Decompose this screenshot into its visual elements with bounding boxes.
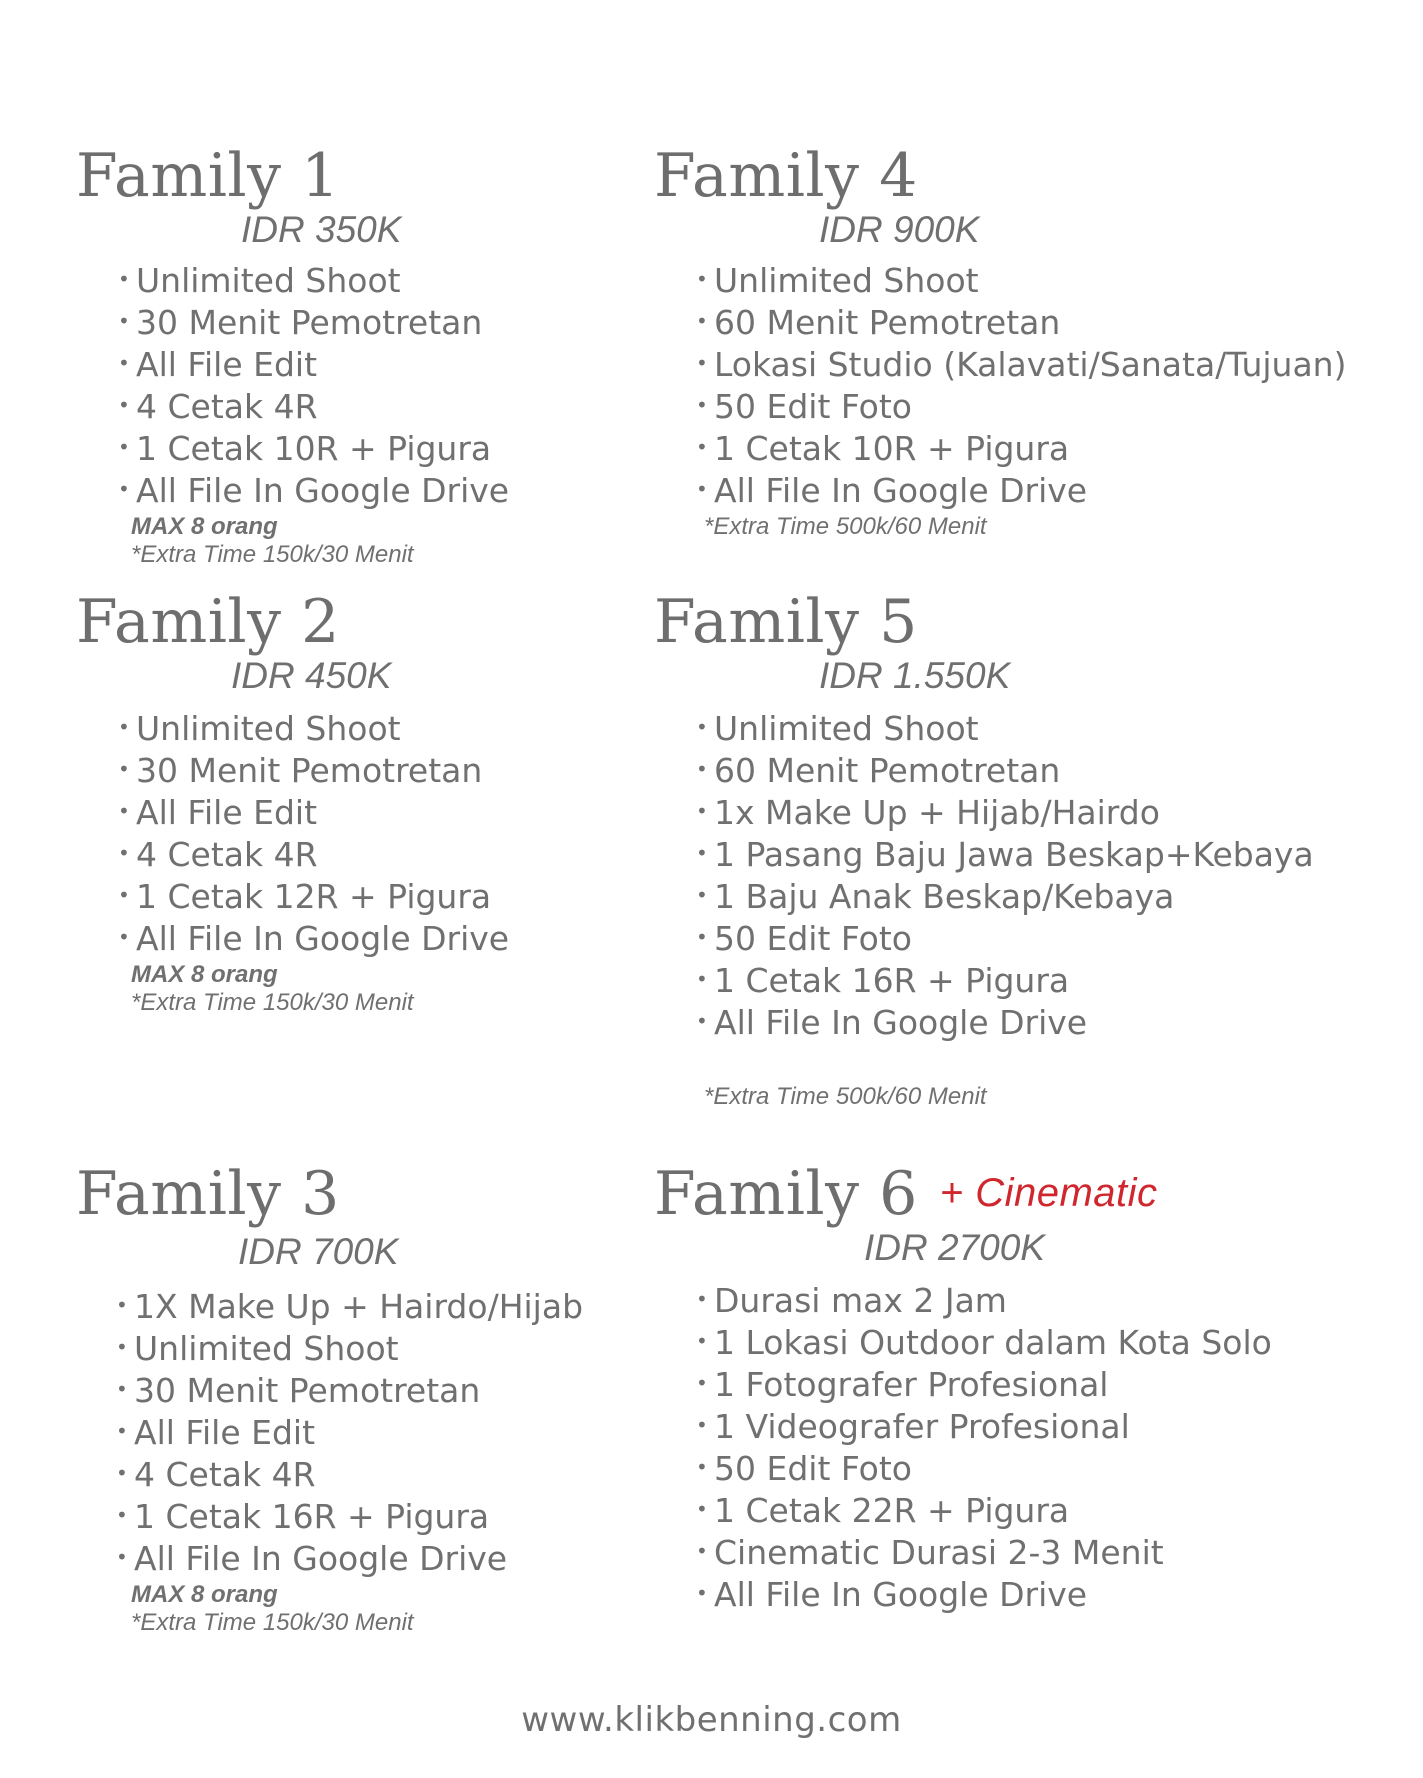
feature-list [654,707,1314,1043]
feature-list [76,1285,583,1579]
list-item: • Unlimited Shoot [696,708,979,748]
list-item: • 60 Menit Pemotretan [696,750,1061,790]
list-item: • 1 Cetak 10R + Pigura [696,428,1070,468]
list-item: • 30 Menit Pemotretan [116,1370,481,1410]
bullet-icon: • [118,882,130,907]
extra-time-note: *Extra Time 500k/60 Menit [704,512,987,540]
bullet-icon: • [696,966,708,991]
feature-list [654,259,1346,511]
bullet-icon: • [696,882,708,907]
list-item: • 1 Cetak 12R + Pigura [118,876,492,916]
bullet-icon: • [116,1292,128,1317]
bullet-icon: • [118,924,130,949]
package-family-6 [654,1159,1272,1615]
bullet-icon: • [116,1418,128,1443]
package-price: IDR 450K [231,655,392,696]
package-family-4 [654,141,1347,541]
list-item: • 60 Menit Pemotretan [696,302,1061,342]
list-item: • Unlimited Shoot [116,1328,399,1368]
bullet-icon: • [118,434,130,459]
feature-list [76,707,509,959]
bullet-icon: • [696,1496,708,1521]
list-item: • 30 Menit Pemotretan [118,750,483,790]
bullet-icon: • [118,266,130,291]
bullet-icon: • [116,1502,128,1527]
bullet-icon: • [696,756,708,781]
list-item: • All File In Google Drive [118,918,510,958]
list-item: • Unlimited Shoot [696,260,979,300]
package-price: IDR 2700K [864,1227,1045,1268]
bullet-icon: • [116,1376,128,1401]
bullet-icon: • [118,476,130,501]
list-item: • All File In Google Drive [696,1002,1088,1042]
list-item: • All File In Google Drive [116,1538,508,1578]
list-item: • 30 Menit Pemotretan [118,302,483,342]
list-item: • 1 Fotografer Profesional [696,1364,1109,1404]
bullet-icon: • [696,924,708,949]
list-item: • 1 Cetak 16R + Pigura [696,960,1070,1000]
list-item: • 50 Edit Foto [696,918,912,958]
bullet-icon: • [116,1544,128,1569]
extra-time-note: *Extra Time 150k/30 Menit [131,540,414,568]
bullet-icon: • [696,434,708,459]
bullet-icon: • [696,308,708,333]
list-item: • Unlimited Shoot [118,708,401,748]
list-item: • All File Edit [116,1412,316,1452]
bullet-icon: • [696,1008,708,1033]
bullet-icon: • [118,308,130,333]
list-item: • 4 Cetak 4R [118,834,318,874]
list-item: • All File In Google Drive [696,470,1088,510]
extra-time-note: *Extra Time 500k/60 Menit [704,1082,987,1110]
bullet-icon: • [696,392,708,417]
package-price: IDR 350K [241,209,402,250]
list-item: • All File In Google Drive [118,470,510,510]
bullet-icon: • [696,1580,708,1605]
cinematic-badge: + Cinematic [939,1171,1158,1215]
package-price: IDR 1.550K [819,655,1011,696]
list-item: • 1 Videografer Profesional [696,1406,1130,1446]
bullet-icon: • [696,476,708,501]
list-item: • 1 Cetak 10R + Pigura [118,428,492,468]
bullet-icon: • [696,1328,708,1353]
bullet-icon: • [696,350,708,375]
package-price: IDR 700K [238,1231,399,1272]
list-item: • 1 Baju Anak Beskap/Kebaya [696,876,1175,916]
list-item: • Unlimited Shoot [118,260,401,300]
max-people-note: MAX 8 orang [131,960,278,988]
bullet-icon: • [696,1454,708,1479]
list-item: • All File Edit [118,344,318,384]
bullet-icon: • [696,840,708,865]
package-family-3 [76,1159,584,1637]
list-item: • 1x Make Up + Hijab/Hairdo [696,792,1160,832]
bullet-icon: • [696,1538,708,1563]
list-item: • 1 Cetak 16R + Pigura [116,1496,490,1536]
package-price: IDR 900K [819,209,980,250]
extra-time-note: *Extra Time 150k/30 Menit [131,1608,414,1636]
website-link[interactable]: www.klikbenning.com [521,1700,902,1740]
list-item: • Durasi max 2 Jam [696,1280,1007,1320]
list-item: • 50 Edit Foto [696,1448,912,1488]
bullet-icon: • [118,798,130,823]
list-item: • 4 Cetak 4R [118,386,318,426]
bullet-icon: • [118,392,130,417]
list-item: • 1 Cetak 22R + Pigura [696,1490,1070,1530]
package-title: Family 6 + Cinematic [654,1159,1158,1229]
list-item: • 50 Edit Foto [696,386,912,426]
bullet-icon: • [696,1370,708,1395]
extra-time-note: *Extra Time 150k/30 Menit [131,988,414,1016]
package-family-1 [76,141,510,569]
package-title: Family 1 [76,141,340,211]
list-item: • 1X Make Up + Hairdo/Hijab [116,1286,584,1326]
bullet-icon: • [118,350,130,375]
bullet-icon: • [696,1286,708,1311]
bullet-icon: • [118,714,130,739]
max-people-note: MAX 8 orang [131,1580,278,1608]
feature-list [76,259,509,511]
package-title: Family 3 [76,1159,340,1229]
bullet-icon: • [696,714,708,739]
list-item: • 1 Lokasi Outdoor dalam Kota Solo [696,1322,1272,1362]
bullet-icon: • [118,756,130,781]
package-title: Family 2 [76,587,340,657]
feature-list [654,1279,1272,1615]
list-item: • Cinematic Durasi 2-3 Menit [696,1532,1164,1572]
bullet-icon: • [696,266,708,291]
bullet-icon: • [116,1460,128,1485]
bullet-icon: • [696,1412,708,1437]
package-title: Family 5 [654,587,918,657]
max-people-note: MAX 8 orang [131,512,278,540]
list-item: • All File In Google Drive [696,1574,1088,1614]
bullet-icon: • [118,840,130,865]
bullet-icon: • [696,798,708,823]
package-title: Family 4 [654,141,918,211]
list-item: • 1 Pasang Baju Jawa Beskap+Kebaya [696,834,1314,874]
package-family-2 [76,587,510,1017]
list-item: • 4 Cetak 4R [116,1454,316,1494]
bullet-icon: • [116,1334,128,1359]
list-item: • Lokasi Studio (Kalavati/Sanata/Tujuan) [696,344,1347,384]
package-family-5 [654,587,1314,1111]
list-item: • All File Edit [118,792,318,832]
